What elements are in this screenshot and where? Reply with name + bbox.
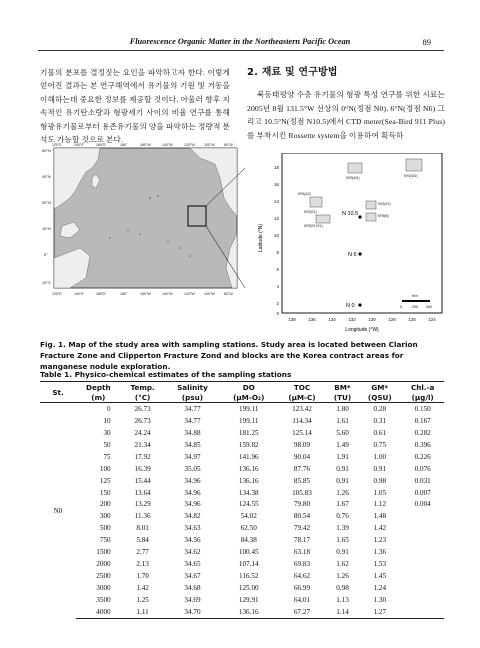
table-cell: 1.23 — [373, 536, 387, 545]
table-cell — [401, 594, 444, 606]
column-unit: (m) — [76, 392, 121, 403]
x-tick: 130 — [368, 317, 376, 322]
table-cell: 0.61 — [373, 428, 387, 437]
y-tick: 18 — [273, 165, 279, 170]
station-marker — [358, 303, 361, 306]
x-tick: 132 — [348, 317, 356, 322]
y-tick: 8 — [276, 250, 279, 255]
table-row — [40, 510, 444, 522]
table-row — [40, 451, 444, 463]
table-cell: 100.45 — [238, 548, 259, 557]
table-cell: 34.97 — [184, 452, 201, 461]
table-cell: 34.96 — [184, 476, 201, 485]
table-cell: 3500 — [96, 595, 111, 604]
table-cell: 1.24 — [373, 584, 387, 593]
table-cell: 1.05 — [373, 488, 387, 497]
table-cell: 0.007 — [414, 488, 431, 497]
table-cell: 64.62 — [293, 572, 311, 581]
table-cell: 0.91 — [373, 464, 387, 473]
table-cell: 34.77 — [184, 416, 201, 425]
table-body — [40, 403, 444, 619]
table-cell: 80.54 — [293, 512, 311, 521]
table-cell: 34.70 — [165, 606, 221, 618]
y-tick: 12 — [273, 216, 279, 221]
block-label: KR1(E1) — [378, 202, 391, 206]
table-cell: 3000 — [96, 584, 111, 593]
table-cell: 63.18 — [293, 548, 311, 557]
table-cell: 125.14 — [292, 428, 312, 437]
table-cell: 0.167 — [414, 416, 431, 425]
table-row — [40, 570, 444, 582]
table-cell: 159.82 — [238, 440, 259, 449]
table-cell: 1.12 — [373, 500, 387, 509]
table-cell: 54.02 — [240, 512, 257, 521]
table-cell: 200 — [99, 500, 111, 509]
table-cell: 34.62 — [184, 548, 201, 557]
block-label: KR5(B) — [378, 214, 389, 218]
lon-label: 180° — [120, 143, 128, 147]
table-cell: 2500 — [96, 572, 111, 581]
table-row — [40, 499, 444, 511]
table-cell: 100 — [99, 464, 111, 473]
x-tick: 124 — [428, 317, 436, 322]
table-cell: 0.226 — [414, 452, 431, 461]
block-kr3 — [348, 163, 362, 173]
x-tick: 126 — [408, 317, 416, 322]
table-cell: 30 — [103, 428, 111, 437]
table-cell: 0.282 — [414, 428, 431, 437]
table-row — [40, 546, 444, 558]
lon-label: 140°E — [74, 292, 84, 296]
column-header: TOC — [277, 382, 327, 393]
table-cell: 8.01 — [136, 524, 149, 533]
table-cell: 79.80 — [293, 500, 311, 509]
table-cell: 105.83 — [292, 488, 312, 497]
station-marker — [358, 215, 361, 218]
table-row — [40, 558, 444, 570]
table-cell: 0.75 — [373, 440, 387, 449]
table-cell: 134.38 — [238, 488, 259, 497]
table-cell: 1.62 — [336, 560, 349, 569]
scale-tick: 200 — [412, 305, 418, 309]
lon-label: 160°W — [140, 292, 151, 296]
table-cell: 1.11 — [121, 606, 165, 618]
table-cell: 2.77 — [136, 548, 149, 557]
column-header: DO — [220, 382, 277, 393]
table-cell — [401, 582, 444, 594]
table-cell: 0.004 — [414, 500, 431, 509]
table-cell: 5.84 — [136, 536, 149, 545]
table-cell: 0.91 — [336, 548, 349, 557]
table-cell: 1.30 — [373, 595, 387, 604]
table-cell: 0 — [107, 404, 111, 413]
table-cell: 1.42 — [136, 584, 149, 593]
y-tick: 2 — [276, 301, 279, 306]
column-unit: (QSU) — [358, 392, 401, 403]
table-cell: 15.44 — [134, 476, 151, 485]
station-marker — [358, 252, 361, 255]
table-cell: 0.98 — [336, 584, 349, 593]
lon-label: 160°E — [96, 143, 106, 147]
table-cell: 1.65 — [336, 536, 349, 545]
page-number: 89 — [422, 37, 431, 47]
table-cell: 24.24 — [134, 428, 151, 437]
table-cell: 26.73 — [134, 416, 151, 425]
table-row — [40, 534, 444, 546]
lon-label: 180° — [120, 292, 128, 296]
column-unit: (μM-O₂) — [220, 392, 277, 403]
table-row — [40, 463, 444, 475]
table-row — [40, 487, 444, 499]
column-unit: (psu) — [165, 392, 221, 403]
table-caption: Table 1. Physico-chemical estimates of the sampling stations — [40, 370, 292, 379]
lon-label: 80°W — [224, 143, 233, 147]
scale-unit: Km — [412, 294, 418, 298]
table-cell: 129.91 — [238, 595, 259, 604]
x-tick: 136 — [308, 317, 316, 322]
block-label: KR3(W1) — [346, 176, 360, 180]
left-paragraph: 기물의 분포를 결정짓는 요인을 파악하고자 한다. 이렇게 얻어진 결과는 본 연구해역에서 유기물의 기원 및 거동을 이해하는데 중요한 정보를 제공할 것이다. 아울러 향후 지속적인 유기탄소량과 형광세기 사이의 비율 연구를 통해 형광유기물로부터 용존유기물의 양을 파악하는 정량적 분석도 가능할 것으로 본다. — [40, 68, 230, 145]
table-cell: 17.92 — [134, 452, 151, 461]
table-cell: 0.76 — [336, 512, 349, 521]
table-cell: 34.69 — [184, 595, 201, 604]
table-cell: 34.56 — [184, 536, 201, 545]
station-label: N 0 — [346, 303, 355, 309]
table-cell: 34.65 — [184, 560, 201, 569]
table-cell: 136.16 — [238, 476, 259, 485]
table-cell: 16.39 — [134, 464, 151, 473]
lon-label: 120°E — [52, 143, 62, 147]
lon-label: 140°W — [162, 143, 173, 147]
table-cell: 750 — [99, 536, 111, 545]
table-cell: 1.14 — [327, 606, 358, 618]
table-cell: 0.031 — [414, 476, 431, 485]
column-header: Salinity — [165, 382, 221, 393]
column-unit: (°C) — [121, 392, 165, 403]
x-tick: 128 — [388, 317, 396, 322]
table-row — [40, 606, 444, 618]
table-cell: 13.64 — [134, 488, 151, 497]
table-cell: 125 — [99, 476, 111, 485]
lon-label: 160°E — [96, 292, 106, 296]
table-cell: 1.26 — [336, 572, 349, 581]
y-tick: 6 — [276, 267, 279, 272]
table-cell: 64.01 — [293, 595, 311, 604]
table-row — [40, 475, 444, 487]
table-cell: 141.96 — [238, 452, 259, 461]
table-row — [40, 582, 444, 594]
table-cell: 35.05 — [184, 464, 201, 473]
header-rule — [38, 50, 444, 51]
table-cell: 1.80 — [336, 404, 349, 413]
table-cell: 79.42 — [293, 524, 311, 533]
table-cell: 34.63 — [184, 524, 201, 533]
table-cell: 136.16 — [220, 606, 277, 618]
table-cell: 5.60 — [336, 428, 349, 437]
scale-tick: 0 — [400, 305, 402, 309]
table-cell: 1500 — [96, 548, 111, 557]
table-cell: 0.150 — [414, 404, 431, 413]
table-cell: 13.29 — [134, 500, 151, 509]
table-cell — [401, 510, 444, 522]
table-cell: 1.13 — [336, 595, 349, 604]
x-tick: 138 — [288, 317, 296, 322]
lon-label: 120°W — [184, 292, 195, 296]
table-cell: 0.98 — [373, 476, 387, 485]
left-text-column — [40, 66, 230, 146]
lat-label: 60°N — [42, 148, 51, 153]
column-unit: (μM-C) — [277, 392, 327, 403]
table-cell: 181.25 — [238, 428, 259, 437]
scale-bar-rect — [402, 300, 430, 302]
table-cell: 116.52 — [239, 572, 259, 581]
table-cell: 75 — [103, 452, 111, 461]
table-row — [40, 439, 444, 451]
lon-label: 120°E — [52, 292, 62, 296]
table-cell: 199.11 — [239, 416, 259, 425]
table-cell: 1.26 — [336, 488, 349, 497]
x-tick: 134 — [328, 317, 336, 322]
table-cell: 85.85 — [293, 476, 311, 485]
table-cell: 125.00 — [238, 584, 259, 593]
table-cell: 26.73 — [134, 404, 151, 413]
table-cell: 11.36 — [134, 512, 151, 521]
table-cell — [401, 606, 444, 618]
table-cell: 123.42 — [292, 404, 312, 413]
table-cell: 34.68 — [184, 584, 201, 593]
table-cell: 0.28 — [373, 404, 387, 413]
column-unit: (TU) — [327, 392, 358, 403]
table-cell — [401, 534, 444, 546]
methods-paragraph: 북동태평양 수층 유기물의 형광 특성 연구를 위한 시료는 2005년 8월 131.5°W 선상의 0°N(정점 N0), 6°N(정점 N6) 그리고 10.5°N(정점 N10.5)에서 CTD meter(Sea-Bird 911 Plus)를 부착시킨 Rossette system을 이용하여 획득하 — [247, 90, 445, 140]
lon-label: 140°W — [162, 292, 173, 296]
y-axis-label: Latitude (°N) — [258, 223, 264, 253]
y-tick: 14 — [273, 199, 279, 204]
table-cell: 1.27 — [358, 606, 401, 618]
block-kr1-e1 — [366, 201, 376, 209]
data-table — [40, 381, 444, 619]
table-cell: 10 — [103, 416, 111, 425]
table-row — [40, 403, 444, 415]
x-axis-label: Longitude (°W) — [345, 327, 379, 333]
y-tick: 10 — [273, 233, 279, 238]
table-cell: 124.55 — [238, 500, 259, 509]
figure-caption: Fig. 1. Map of the study area with sampling stations. Study area is located between Clarion Fracture Zone and Clipperton Fracture Zond and blocks are the Korea contract areas for manganese nodule exploration. — [40, 340, 418, 371]
table-cell: 0.076 — [414, 464, 431, 473]
study-map-frame — [282, 153, 442, 313]
y-tick: 4 — [276, 284, 279, 289]
table-cell: 34.77 — [184, 404, 201, 413]
lat-label: 45°N — [42, 174, 51, 179]
column-header: GM* — [358, 382, 401, 393]
figure-1 — [40, 138, 444, 338]
column-header: BM* — [327, 382, 358, 393]
scale-tick: 400 — [426, 305, 432, 309]
block-label: KR1(W2) — [404, 174, 418, 178]
table-cell: 2000 — [96, 560, 111, 569]
table-cell: 67.27 — [277, 606, 327, 618]
lat-label: 15°S — [42, 280, 51, 285]
table-cell: 1.39 — [336, 524, 349, 533]
block-label: KR4(A2) — [298, 192, 311, 196]
lon-label: 100°W — [204, 143, 215, 147]
journal-title: Fluorescence Organic Matter in the Northeastern Pacific Ocean — [129, 37, 351, 46]
lat-label: 15°N — [42, 226, 51, 231]
table-cell: 1.45 — [373, 572, 387, 581]
table-unit-row — [40, 392, 444, 403]
lon-label: 100°W — [204, 292, 215, 296]
table-cell: 107.14 — [238, 560, 259, 569]
table-row — [40, 522, 444, 534]
study-area-map — [254, 153, 449, 338]
block-label: KR2(E1) — [304, 210, 317, 214]
lat-label: 30°N — [42, 200, 51, 205]
table-cell: 0.396 — [414, 440, 431, 449]
block-kr2 — [316, 215, 330, 223]
column-header: Temp. — [121, 382, 165, 393]
table-cell: 136.16 — [238, 464, 259, 473]
column-header: Chl.-a — [401, 382, 444, 393]
table-cell: 1.91 — [336, 452, 349, 461]
overview-map — [40, 138, 245, 298]
station-label: N 6 — [348, 252, 357, 258]
table-cell: 1.70 — [136, 572, 149, 581]
table-cell — [401, 570, 444, 582]
table-cell: 0.31 — [373, 416, 387, 425]
table-cell: 69.83 — [293, 560, 311, 569]
table-row — [40, 415, 444, 427]
y-tick: 16 — [273, 182, 279, 187]
table-cell: 1.36 — [373, 548, 387, 557]
table-cell: 300 — [99, 512, 111, 521]
table-header-row — [40, 382, 444, 393]
table-cell: 1.67 — [336, 500, 349, 509]
lat-label: 0° — [44, 252, 48, 257]
table-cell: 1.61 — [336, 416, 349, 425]
table-cell: 199.11 — [239, 404, 259, 413]
column-unit: (μg/l) — [401, 392, 444, 403]
table-cell: 1.00 — [373, 452, 387, 461]
right-text-column — [247, 66, 445, 142]
table-cell: 34.82 — [184, 512, 201, 521]
block-label: KR2(E1+E1) — [304, 224, 323, 228]
table-cell — [401, 546, 444, 558]
table-cell: 34.85 — [184, 440, 201, 449]
column-header: Depth — [76, 382, 121, 393]
table-cell: 34.96 — [184, 488, 201, 497]
table-cell: 1.25 — [136, 595, 149, 604]
table-cell: 34.67 — [184, 572, 201, 581]
table-cell: 87.76 — [293, 464, 311, 473]
block-kr1-w2 — [406, 159, 422, 171]
table-cell: 50 — [103, 440, 111, 449]
table-cell: 0.91 — [336, 464, 349, 473]
table-cell — [401, 522, 444, 534]
lon-label: 120°W — [184, 143, 195, 147]
lon-label: 80°W — [224, 292, 233, 296]
table-row — [40, 594, 444, 606]
table-cell: 90.04 — [293, 452, 311, 461]
table-cell: 1.53 — [373, 560, 387, 569]
table-cell: 78.17 — [293, 536, 311, 545]
table-cell — [401, 558, 444, 570]
table-cell: 500 — [99, 524, 111, 533]
table-row — [40, 427, 444, 439]
table-cell: 1.49 — [336, 440, 349, 449]
table-cell: 1.48 — [373, 512, 387, 521]
station-label: N 10.5 — [342, 211, 359, 217]
table-cell: 1.42 — [373, 524, 387, 533]
table-cell: 150 — [99, 488, 111, 497]
table-cell: 34.96 — [184, 500, 201, 509]
table-cell: 98.09 — [293, 440, 311, 449]
table-cell: 114.34 — [292, 416, 312, 425]
table-cell: 0.91 — [336, 476, 349, 485]
section-heading: 2. 재료 및 연구방법 — [247, 67, 338, 78]
block-kr5 — [366, 213, 376, 221]
table-cell: 4000 — [76, 606, 121, 618]
table-cell: 2.13 — [136, 560, 149, 569]
block-kr4 — [310, 197, 322, 207]
table-cell: 21.34 — [134, 440, 151, 449]
column-header-station: St. — [40, 382, 76, 403]
lon-label: 160°W — [140, 143, 151, 147]
lon-label: 140°E — [74, 143, 84, 147]
table-cell: 62.50 — [240, 524, 257, 533]
table-cell: 34.88 — [184, 428, 201, 437]
y-tick: 0 — [276, 311, 279, 316]
table-cell: 66.99 — [293, 584, 311, 593]
station-cell: N0 — [53, 506, 63, 515]
table-cell: 84.38 — [240, 536, 257, 545]
